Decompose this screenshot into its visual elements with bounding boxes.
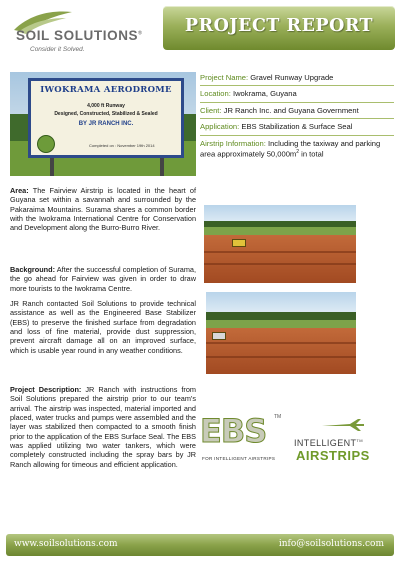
sign-line: BY JR RANCH INC.	[78, 121, 134, 127]
runway-soil	[206, 328, 356, 374]
grader-vehicle	[232, 239, 246, 247]
runway-soil	[204, 235, 356, 283]
grade-line	[206, 342, 356, 344]
sign-board	[28, 78, 184, 158]
ebs-logo: EBS TM FOR INTELLIGENT AIRSTRIPS	[200, 412, 282, 461]
water-tanker	[212, 332, 226, 340]
website-link[interactable]: www.soilsolutions.com	[14, 539, 118, 549]
info-application: Application: EBS Stabilization & Surface Seal	[200, 119, 394, 135]
page-title: PROJECT REPORT	[184, 16, 374, 36]
runway-grading-photo	[204, 205, 356, 283]
grade-line	[206, 356, 356, 358]
sign-title: IWOKRAMA AERODROME	[40, 85, 172, 95]
ebs-logo-text: EBS	[200, 412, 267, 450]
grade-line	[204, 263, 356, 265]
sign-line: Designed, Constructed, Stabilized & Sealed	[54, 111, 158, 117]
report-banner	[163, 6, 395, 50]
grade-line	[204, 251, 356, 253]
sign-line: 4,000 ft Runway	[87, 103, 125, 109]
emblem-icon	[37, 135, 55, 153]
description-paragraph: Project Description: JR Ranch with instructions from Soil Solutions prepared the airstrip prior to our team's arrival. The airstrip was inspected, material imported and placed, water trucks and pumps were assembled and the layer was stabilized then compacted to a smooth finish prior to the application of the EBS Surface Seal. The EBS was applied utilizing two water tankers, which were completely constructed including the spray bars by JR Ranch allowing for timeous and efficient application.	[10, 385, 196, 469]
aerodrome-sign-photo	[10, 72, 196, 176]
ebs-subtitle: FOR INTELLIGENT AIRSTRIPS	[202, 456, 276, 461]
jr-ranch-paragraph: JR Ranch contacted Soil Solutions to provide technical assistance as well as the Engineered Base Stabilizer (EBS) to preserve the finished surface from degradation and loss of fine material, provide dust suppression, prevent aircraft damage all on an improved surface, which is usable year round in any weather conditions.	[10, 299, 196, 355]
brand-name: SOIL SOLUTIONS®	[16, 28, 143, 43]
sign-post	[160, 156, 164, 176]
info-airstrip: Airstrip Information: Including the taxiway and parking area approximately $50,000m^2$ in total	[200, 138, 381, 159]
info-project-name: Project Name: Gravel Runway Upgrade	[200, 70, 394, 86]
footer-bar	[6, 534, 394, 556]
sign-post	[50, 156, 54, 176]
brand-tagline: Consider it Solved.	[30, 46, 85, 53]
stabilized-runway-photo	[206, 292, 356, 374]
intelligent-text: INTELLIGENT™	[294, 438, 363, 448]
intelligent-airstrips-logo	[290, 418, 394, 468]
email-link[interactable]: info@soilsolutions.com	[278, 539, 384, 549]
area-paragraph: Area: The Fairview Airstrip is located in the heart of Guyana set within a savannah and surrounded by the Pakaraima Mountains. Surama shares a common border with the Iwokrama International Centre for Conservation and Development along the Burro-Burro River.	[10, 186, 196, 233]
background-paragraph: Background: After the successful completion of Surama, the go ahead for Fairview was given in order to draw more tourists to the Iwokrama Centre.	[10, 265, 196, 293]
info-location: Location: Iwokrama, Guyana	[200, 86, 394, 102]
airstrips-text: AIRSTRIPS	[296, 448, 370, 463]
info-client: Client: JR Ranch Inc. and Guyana Government	[200, 103, 394, 119]
soil-solutions-logo	[8, 6, 158, 54]
project-info	[200, 70, 394, 162]
sign-completed: Completed on : November 19th 2014	[89, 143, 155, 148]
airplane-icon	[320, 418, 366, 432]
